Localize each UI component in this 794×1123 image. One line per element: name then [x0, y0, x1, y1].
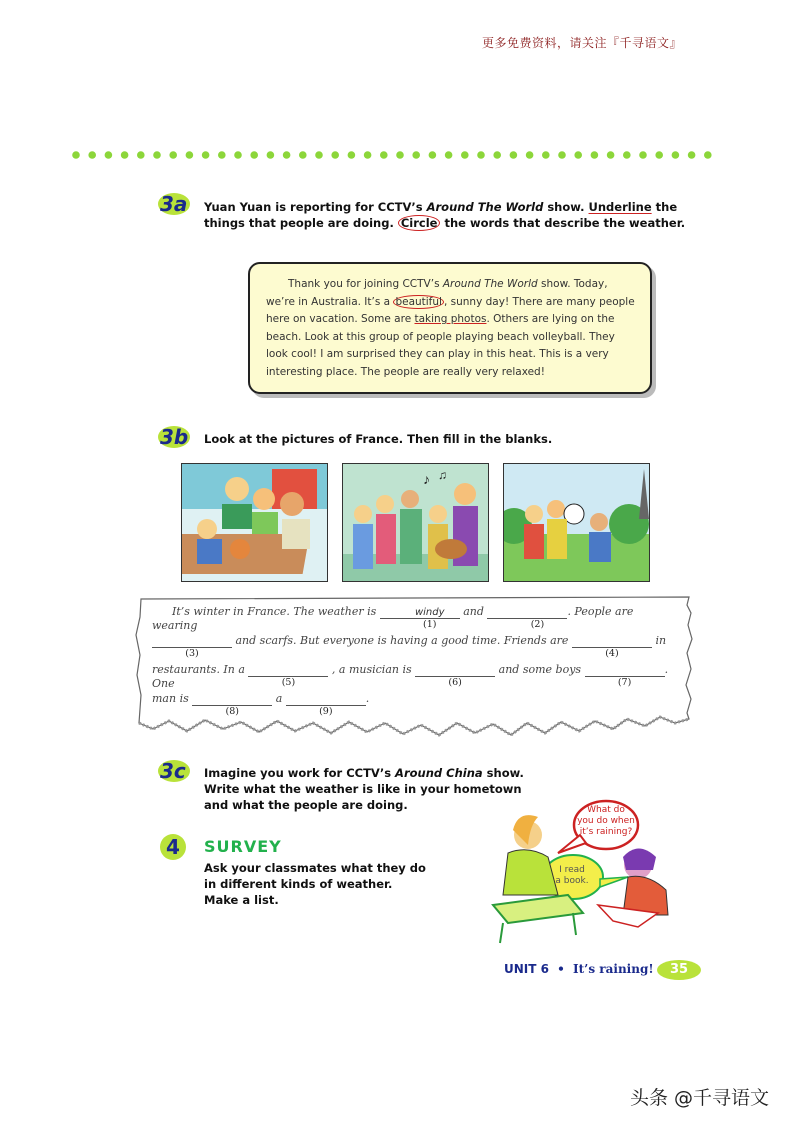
- divider-dot: [267, 151, 275, 159]
- divider-dot: [574, 151, 582, 159]
- badge-3a: 3a: [158, 193, 190, 215]
- divider-dot: [477, 151, 485, 159]
- blank-5[interactable]: (5): [248, 663, 328, 677]
- survey-instruction: Ask your classmates what they do in different kinds of weather. Make a list.: [204, 861, 426, 907]
- divider-dot: [591, 151, 599, 159]
- blank-9[interactable]: (9): [286, 692, 366, 706]
- divider-dot: [445, 151, 453, 159]
- fill-line-3: restaurants. In a (5) , a musician is (6) and some boys (7) . One: [152, 663, 669, 690]
- blank-8[interactable]: (8): [192, 692, 272, 706]
- unit-title: It’s raining!: [573, 962, 654, 976]
- divider-dot: [137, 151, 145, 159]
- divider-dot: [655, 151, 663, 159]
- blank-2[interactable]: (2): [487, 605, 567, 619]
- header-note: 更多免费资料，请关注『千寻语文』: [482, 36, 683, 50]
- picture-park-boys: [503, 463, 650, 582]
- speech-bubble-question: What do you do when it’s raining?: [577, 805, 635, 837]
- divider-dot: [688, 151, 696, 159]
- circled-word: beautiful: [395, 295, 442, 308]
- divider-dot: [396, 151, 404, 159]
- picture-musician: [342, 463, 489, 582]
- blank-7[interactable]: (7): [585, 663, 665, 677]
- divider-dot: [493, 151, 501, 159]
- divider-dot: [105, 151, 113, 159]
- divider-dot: [639, 151, 647, 159]
- passage-box: [248, 262, 652, 394]
- badge-3c: 3c: [158, 760, 190, 782]
- dotted-divider: [72, 150, 722, 160]
- page-number: 35: [657, 960, 701, 980]
- fill-line-4: man is (8) a (9) .: [152, 692, 370, 717]
- divider-dot: [380, 151, 388, 159]
- badge-4: 4: [160, 834, 186, 860]
- divider-dot: [704, 151, 712, 159]
- divider-dot: [510, 151, 518, 159]
- divider-dot: [72, 151, 80, 159]
- divider-dot: [121, 151, 129, 159]
- fill-line-2: (3) and scarfs. But everyone is having a good time. Friends are (4) in: [152, 634, 678, 648]
- svg-text:♪: ♪: [423, 471, 430, 487]
- divider-dot: [202, 151, 210, 159]
- divider-dot: [315, 151, 323, 159]
- svg-text:♫: ♫: [438, 468, 447, 482]
- divider-dot: [218, 151, 226, 159]
- divider-dot: [186, 151, 194, 159]
- passage-text: Thank you for joining CCTV’s Around The World show. Today, we’re in Australia. It’s a beautiful , sunny day! There are many people here on vacation. Some are taking photos. Others are lying on the beach. Look at this group of people playing beach volleyball. They look cool! I am surprised they can play in this heat. This is a very interesting place. The people are really very relaxed!: [266, 278, 635, 378]
- divider-dot: [331, 151, 339, 159]
- divider-dot: [412, 151, 420, 159]
- divider-dot: [558, 151, 566, 159]
- divider-dot: [364, 151, 372, 159]
- unit-label: UNIT 6: [504, 962, 549, 976]
- blank-1[interactable]: windy (1): [380, 605, 460, 619]
- divider-dot: [348, 151, 356, 159]
- survey-title: SURVEY: [204, 837, 282, 856]
- instruction-3a: Yuan Yuan is reporting for CCTV’s Around The World show. Underline the things that people are doing. Circle the words that describe the weather.: [204, 200, 686, 230]
- blank-4[interactable]: (4): [572, 634, 652, 648]
- badge-3b: 3b: [160, 425, 189, 449]
- divider-dot: [429, 151, 437, 159]
- divider-dot: [153, 151, 161, 159]
- divider-dot: [88, 151, 96, 159]
- divider-dot: [623, 151, 631, 159]
- underlined-phrase: taking photos: [414, 313, 487, 326]
- blank-3[interactable]: (3): [152, 634, 232, 648]
- divider-dot: [542, 151, 550, 159]
- blank-6[interactable]: (6): [415, 663, 495, 677]
- divider-dot: [250, 151, 258, 159]
- fill-line-1: It’s winter in France. The weather is windy (1) and (2) . People are wearing: [152, 605, 634, 632]
- footer-unit: UNIT 6 • It’s raining!: [504, 962, 654, 976]
- divider-dot: [607, 151, 615, 159]
- watermark: 头条 @千寻语文: [630, 1087, 770, 1109]
- divider-dot: [299, 151, 307, 159]
- divider-dot: [283, 151, 291, 159]
- divider-dot: [672, 151, 680, 159]
- divider-dot: [234, 151, 242, 159]
- divider-dot: [169, 151, 177, 159]
- divider-dot: [461, 151, 469, 159]
- speech-bubble-answer: I read a book.: [555, 865, 589, 886]
- divider-dot: [526, 151, 534, 159]
- picture-restaurant: [181, 463, 328, 582]
- instruction-3b: Look at the pictures of France. Then fill in the blanks.: [204, 432, 553, 446]
- instruction-3c: Imagine you work for CCTV’s Around China show. Write what the weather is like in your hometown and what the people are doing.: [204, 766, 524, 812]
